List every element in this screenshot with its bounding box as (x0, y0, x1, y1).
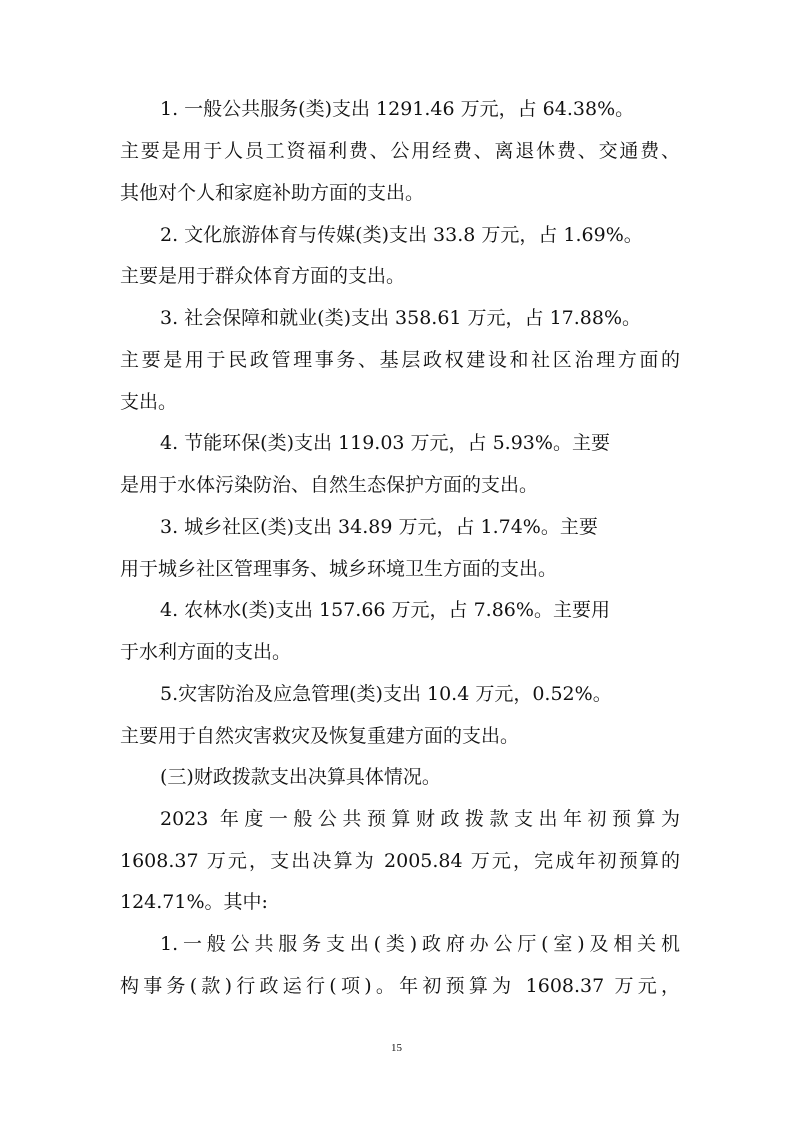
paragraph-line: 124.71%。其中: (120, 891, 268, 913)
paragraph-line: 于水利方面的支出。 (120, 641, 292, 663)
paragraph-line: 其他对个人和家庭补助方面的支出。 (120, 182, 425, 204)
paragraph-line: 主要是用于群众体育方面的支出。 (120, 265, 406, 287)
paragraph-line: 4. 节能环保(类)支出 119.03 万元，占 5.93%。主要 (160, 432, 610, 454)
paragraph-line: 3. 社会保障和就业(类)支出 358.61 万元，占 17.88%。 (160, 307, 642, 329)
paragraph-line: 1.一般公共服务支出(类)政府办公厅(室)及相关机 (160, 933, 680, 955)
paragraph-line: 4. 农林水(类)支出 157.66 万元，占 7.86%。主要用 (160, 599, 610, 621)
paragraph-line: 1. 一般公共服务(类)支出 1291.46 万元，占 64.38%。 (160, 98, 635, 120)
paragraph-line: 3. 城乡社区(类)支出 34.89 万元，占 1.74%。主要 (160, 516, 598, 538)
paragraph-line: 是用于水体污染防治、自然生态保护方面的支出。 (120, 474, 539, 496)
paragraph-line: 主要是用于民政管理事务、基层政权建设和社区治理方面的 (120, 349, 680, 371)
paragraph-line: 主要是用于人员工资福利费、公用经费、离退休费、交通费、 (120, 140, 680, 162)
paragraph-line: 5.灾害防治及应急管理(类)支出 10.4 万元，0.52%。 (160, 683, 612, 705)
page-number: 15 (391, 1042, 402, 1054)
paragraph-line: 1608.37 万元，支出决算为 2005.84 万元，完成年初预算的 (120, 850, 680, 872)
paragraph-line: 支出。 (120, 391, 178, 413)
paragraph-line: 2. 文化旅游体育与传媒(类)支出 33.8 万元，占 1.69%。 (160, 224, 643, 246)
section-heading: (三)财政拨款支出决算具体情况。 (160, 766, 441, 788)
paragraph-line: 构事务(款)行政运行(项)。年初预算为 1608.37 万元， (120, 975, 680, 997)
paragraph-line: 主要用于自然灾害救灾及恢复重建方面的支出。 (120, 725, 520, 747)
paragraph-line: 2023 年度一般公共预算财政拨款支出年初预算为 (160, 808, 680, 830)
paragraph-line: 用于城乡社区管理事务、城乡环境卫生方面的支出。 (120, 558, 558, 580)
